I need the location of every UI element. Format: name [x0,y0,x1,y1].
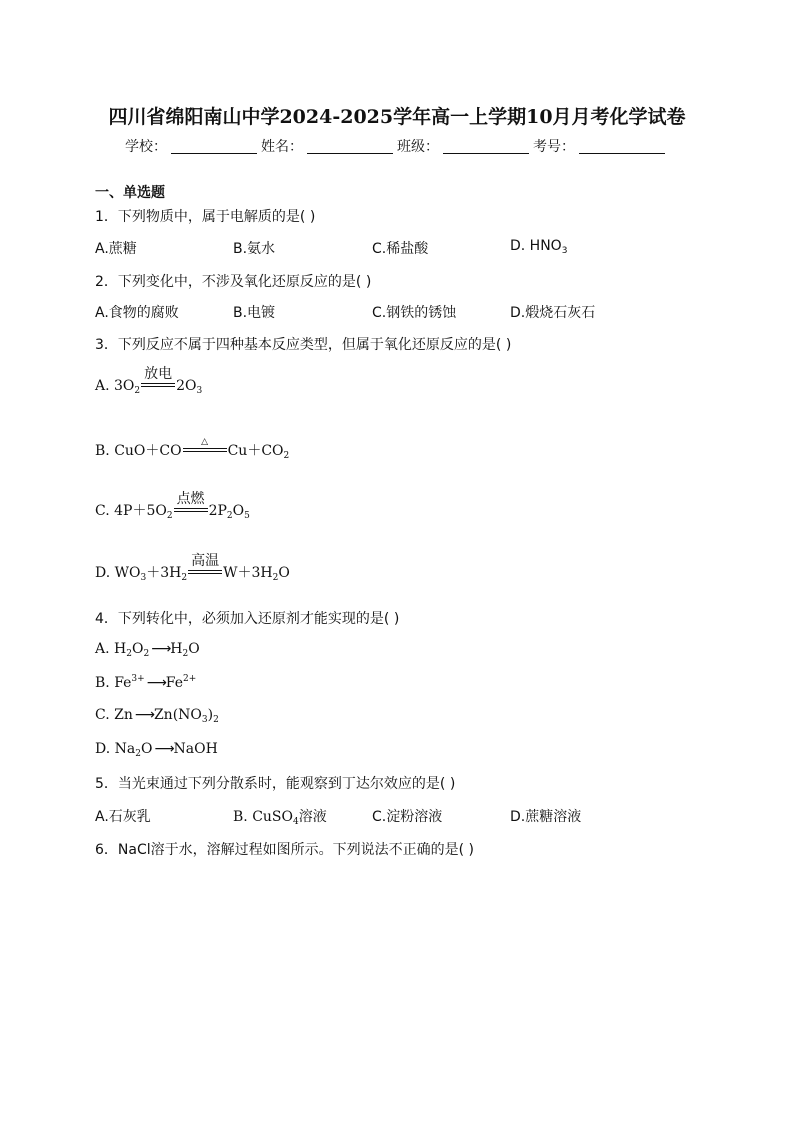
q3-option-c [95,491,250,521]
q1-option-c: C.稀盐酸 [372,241,429,257]
q3-a-right-sub: 3 [196,386,203,396]
student-info-line [125,136,669,156]
q4-option-b [95,674,196,691]
q3-d-left1: D. WO [95,565,141,581]
question-1-stem: 1．下列物质中，属于电解质的是( ) [95,209,316,225]
q1-d-text: D. HNO [510,238,562,254]
q4-d-left-sub: 2 [135,749,141,759]
q3-c-condition: 点燃 [176,491,205,507]
q4-a-left2: O [131,641,144,657]
q3-d-arrow [188,553,222,580]
q2-option-d: D.煅烧石灰石 [510,305,596,321]
q3-c-right-sub1: 2 [226,511,233,521]
q3-d-right1: W＋3H [223,565,273,581]
q1-d-sub: 3 [561,246,568,256]
name-label: 姓名： [261,139,303,155]
q3-c-right-mid: O [232,503,245,519]
q4-c-right: Zn [153,707,173,723]
q4-a-right-sub: 2 [182,649,189,659]
q4-b-right: Fe [165,675,184,691]
q3-a-left: A. 3O [95,378,135,394]
q4-a-left-sub2: 2 [143,649,150,659]
q3-c-right: 2P [208,503,227,519]
q1-option-d [510,238,567,256]
q5-option-a: A.石灰乳 [95,809,151,825]
q3-option-a [95,366,203,396]
school-label: 学校： [125,139,167,155]
question-3-stem: 3．下列反应不属于四种基本反应类型，但属于氧化还原反应的是( ) [95,337,512,353]
q3-c-right-sub2: 5 [244,511,250,521]
q4-a-left-sub1: 2 [126,649,132,659]
q5-b-sub: 4 [293,817,299,827]
q4-b-right-sup: 2+ [183,674,197,684]
class-blank [443,139,529,154]
q2-option-b: B.电镀 [233,305,276,321]
q3-option-b [95,437,290,461]
q3-d-left-sub2: 2 [181,573,188,583]
q5-option-c: C.淀粉溶液 [372,809,443,825]
question-5-stem: 5．当光束通过下列分散系时，能观察到丁达尔效应的是( ) [95,776,456,792]
q4-d-right: NaOH [173,741,218,757]
q3-d-right-sub: 2 [272,573,279,583]
q4-c-left: C. Zn [95,707,133,723]
question-2-stem: 2．下列变化中，不涉及氧化还原反应的是( ) [95,274,372,290]
number-label: 考号： [533,139,575,155]
school-blank [171,139,257,154]
q4-a-right2: O [188,641,200,657]
q3-d-condition: 高温 [191,553,220,569]
q4-d-arrow-icon: ⟶ [154,741,172,757]
q5-option-d: D.蔗糖溶液 [510,809,582,825]
q4-d-left: D. Na [95,741,136,757]
q3-b-condition: △ [201,437,209,447]
name-blank [307,139,393,154]
q4-b-left: B. Fe [95,675,132,691]
q5-option-b [233,806,327,827]
q4-c-right2: (NO [172,707,202,723]
question-6-stem: 6．NaCl溶于水，溶解过程如图所示。下列说法不正确的是( ) [95,842,474,858]
q4-c-right-sub2: 2 [213,715,219,725]
q4-c-arrow-icon: ⟶ [134,707,152,723]
q3-c-arrow [174,491,208,518]
q4-c-right3: ) [207,707,214,723]
q3-b-right-sub: 2 [283,451,290,461]
q4-option-a [95,641,200,659]
question-4-stem: 4．下列转化中，必须加入还原剂才能实现的是( ) [95,611,400,627]
q3-b-arrow [183,437,227,458]
q3-a-arrow [141,366,175,393]
q3-option-d [95,553,290,583]
q4-option-c [95,707,219,725]
q4-b-arrow-icon: ⟶ [146,675,164,691]
q3-d-left2: ＋3H [146,565,182,581]
q3-d-left-sub1: 3 [140,573,147,583]
q4-d-left2: O [140,741,153,757]
q4-a-arrow-icon: ⟶ [151,641,169,657]
q5-b-formula: B. CuSO [233,809,293,825]
exam-title: 四川省绵阳南山中学2024-2025学年高一上学期10月月考化学试卷 [108,106,686,128]
q3-a-right: 2O [176,378,197,394]
q3-c-left: C. 4P＋5O [95,503,167,519]
q4-b-left-sup: 3+ [131,674,145,684]
q1-option-b: B.氨水 [233,241,276,257]
number-blank [579,139,665,154]
q4-a-left: A. H [95,641,127,657]
q2-option-a: A.食物的腐败 [95,305,179,321]
q4-a-right: H [170,641,183,657]
q3-a-left-sub: 2 [134,386,141,396]
q3-b-right: Cu＋CO [227,443,284,459]
class-label: 班级： [397,139,439,155]
q4-option-d [95,741,218,759]
q3-b-left: B. CuO＋CO [95,443,182,459]
section-heading: 一、单选题 [95,185,165,201]
q3-a-condition: 放电 [144,366,173,382]
q4-c-right-sub: 3 [201,715,208,725]
q3-c-left-sub: 2 [166,511,173,521]
q5-b-text: 溶液 [298,809,327,825]
q2-option-c: C.钢铁的锈蚀 [372,305,457,321]
q3-d-right2: O [278,565,290,581]
q1-option-a: A.蔗糖 [95,241,137,257]
